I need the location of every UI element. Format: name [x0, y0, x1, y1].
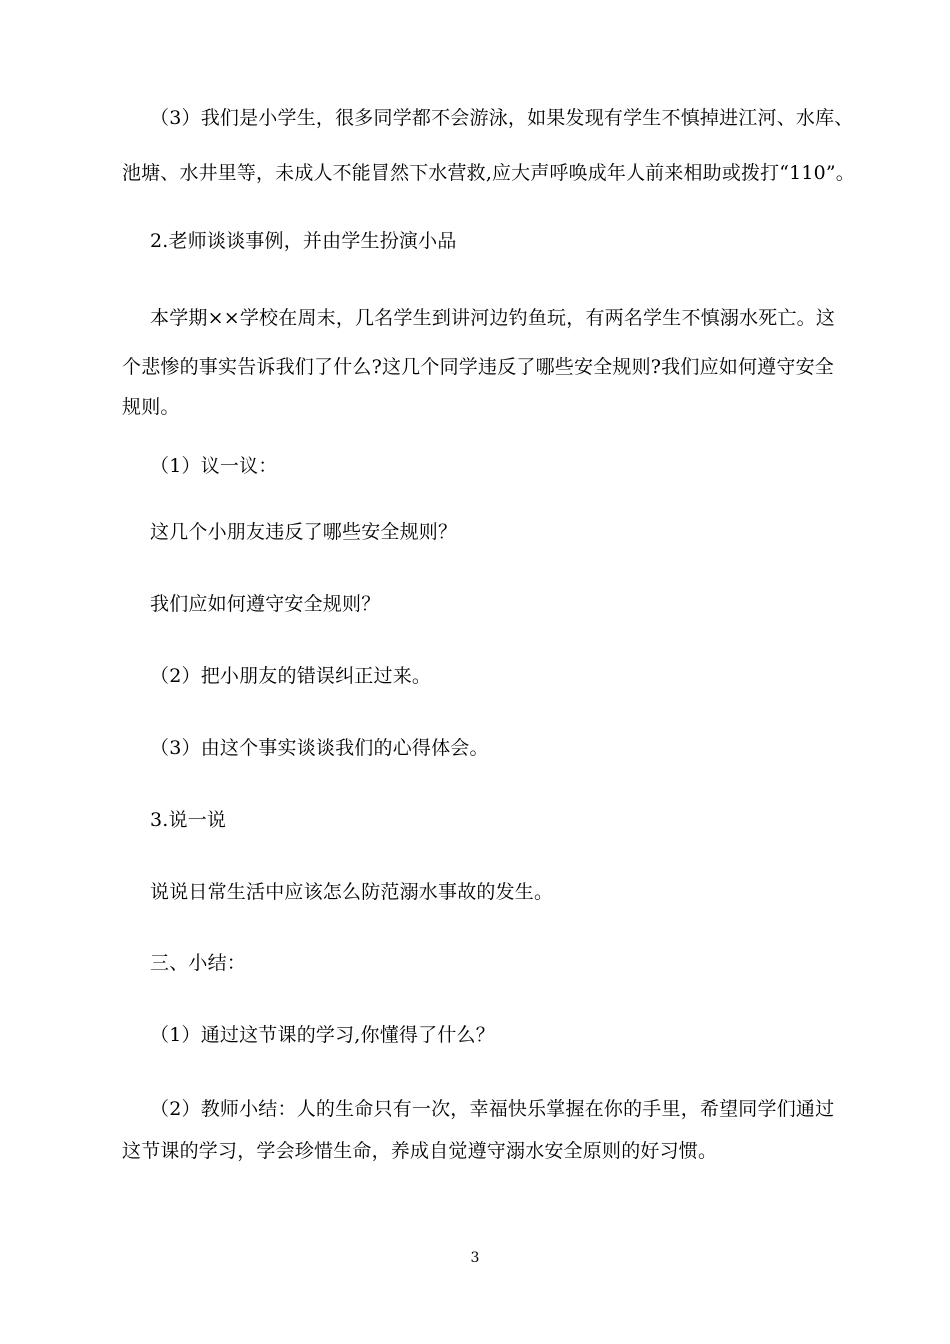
text-line: （2）把小朋友的错误纠正过来。 — [150, 665, 432, 687]
text-line: 这节课的学习，学会珍惜生命，养成自觉遵守溺水安全原则的好习惯。 — [122, 1140, 718, 1162]
page-number: 3 — [470, 1250, 480, 1266]
text-line: （3）我们是小学生，很多同学都不会游泳，如果发现有学生不慎掉进江河、水库、 — [150, 107, 854, 129]
text-line: （2）教师小结：人的生命只有一次，幸福快乐掌握在你的手里，希望同学们通过 — [150, 1098, 835, 1120]
text-line: （1）通过这节课的学习,你懂得了什么？ — [150, 1024, 495, 1046]
text-line: （3）由这个事实谈谈我们的心得体会。 — [150, 737, 489, 759]
text-line: 我们应如何遵守安全规则？ — [150, 593, 381, 615]
text-line: 规则。 — [122, 396, 180, 418]
text-line: 个悲惨的事实告诉我们了什么?这几个同学违反了哪些安全规则?我们应如何遵守安全 — [122, 356, 834, 378]
text-line: 池塘、水井里等，未成人不能冒然下水营救,应大声呼唤成年人前来相助或拨打“110”。 — [122, 162, 855, 184]
text-line: 说说日常生活中应该怎么防范溺水事故的发生。 — [150, 881, 554, 903]
section-heading: 三、小结： — [150, 952, 247, 974]
text-line: 本学期××学校在周末，几名学生到讲河边钓鱼玩，有两名学生不慎溺水死亡。这 — [150, 307, 836, 329]
text-line: 这几个小朋友违反了哪些安全规则？ — [150, 521, 458, 543]
section-heading: 2.老师谈谈事例，并由学生扮演小品 — [150, 230, 457, 252]
text-line: （1）议一议： — [150, 455, 278, 477]
section-heading: 3.说一说 — [150, 809, 227, 831]
